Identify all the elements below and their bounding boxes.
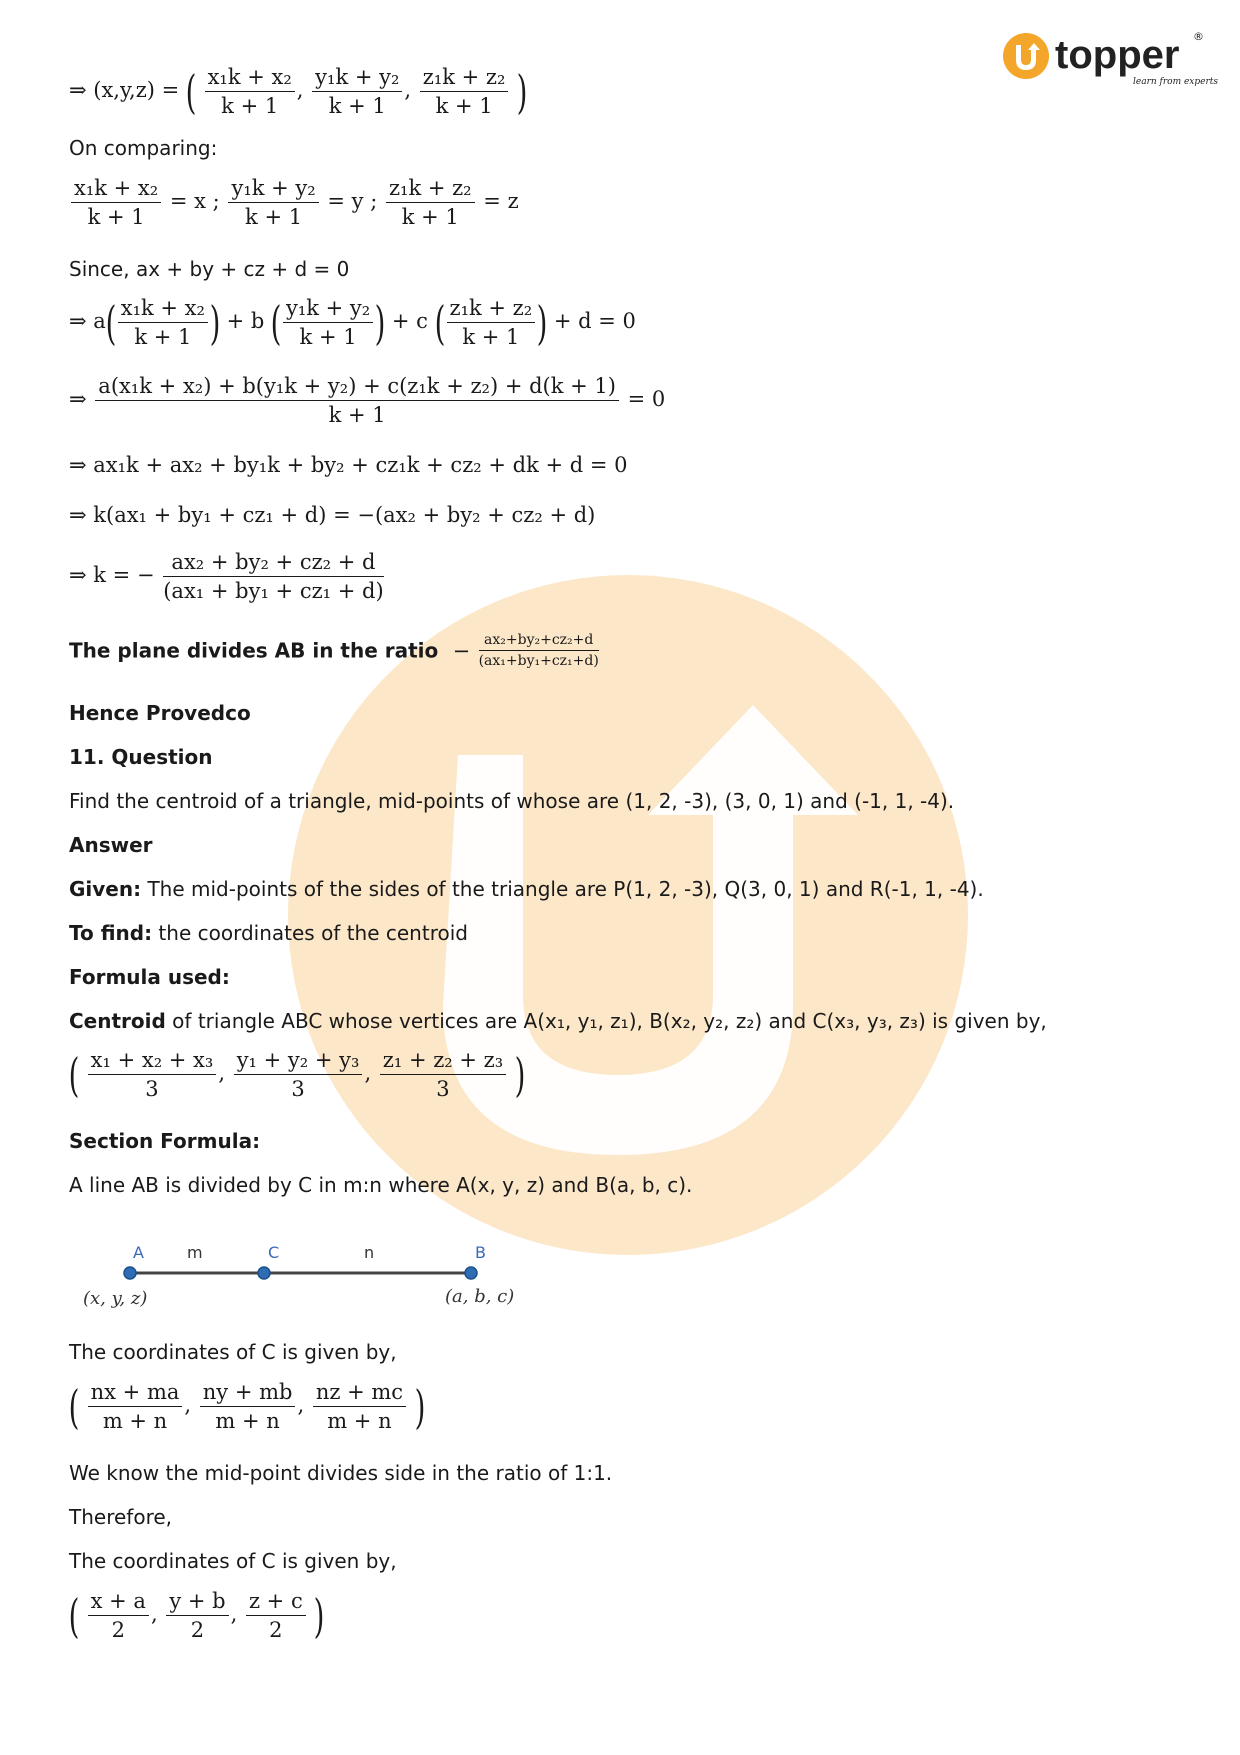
equation-substitution: ⇒ a( $\frac{\text{x₁k + x₂}}{k + 1}$ ) + b ( $\frac{\text{y₁k + y₂}}{k + 1}$ ) + c ( $\frac{\text{z₁k + z₂}}{k + 1}$ ) + d = 0: [69, 295, 636, 350]
formula-used-heading: Formula used:: [69, 965, 230, 989]
equation-factored: ⇒ k(ax₁ + by₁ + cz₁ + d) = −(ax₂ + by₂ + cz₂ + d): [69, 503, 596, 527]
label-c: C: [268, 1243, 280, 1262]
svg-text:topper: topper: [1055, 33, 1180, 77]
topper-logo: [1003, 30, 1219, 90]
equation-combined: ⇒ $\frac{\text{a(x₁k + x₂) + b(y₁k + y₂) + c(z₁k + z₂) + d(k + 1)}}{k + 1}$ = 0: [69, 374, 666, 427]
label-b: B: [475, 1243, 486, 1262]
section-formula-text: A line AB is divided by C in m:n where A(x, y, z) and B(a, b, c).: [69, 1173, 693, 1197]
since-text: Since, ax + by + cz + d = 0: [69, 257, 350, 281]
midpoint-formula: ( $\frac{x + a}{2}$ , $\frac{y + b}{2}$ , $\frac{z + c}{2}$ ): [68, 1588, 325, 1643]
section-line-diagram: [79, 1238, 529, 1318]
on-comparing-text: On comparing:: [69, 136, 218, 160]
label-n: n: [364, 1243, 375, 1262]
coord-a: (x, y, z): [83, 1288, 148, 1309]
svg-text:®: ®: [1193, 30, 1204, 43]
therefore-text: Therefore,: [69, 1505, 173, 1529]
hence-proved-text: Hence Provedco: [69, 701, 251, 725]
equation-comparing: $\frac{\text{x₁k + x₂}}{k + 1}$ = x ; $\frac{\text{y₁k + y₂}}{k + 1}$ = y ; $\frac{\text{z₁k + z₂}}{k + 1}$ = z: [69, 176, 519, 229]
answer-heading: Answer: [69, 833, 153, 857]
given-line: Given: The mid-points of the sides of the triangle are P(1, 2, -3), Q(3, 0, 1) and R(-1, 1, -4).: [69, 877, 984, 901]
question-title: 11. Question: [69, 745, 213, 769]
svg-text:learn from experts: learn from experts: [1133, 77, 1219, 87]
midpoint-ratio-text: We know the mid-point divides side in the ratio of 1:1.: [69, 1461, 613, 1485]
equation-section-point: ⇒ (x,y,z) = ( $\frac{\text{x₁k + x₂}}{k + 1}$ , $\frac{\text{y₁k + y₂}}{k + 1}$ , $\frac{\text{z₁k + z₂}}{k + 1}$ ): [69, 64, 528, 119]
coord-b: (a, b, c): [445, 1286, 515, 1307]
centroid-definition: Centroid of triangle ABC whose vertices are A(x₁, y₁, z₁), B(x₂, y₂, z₂) and C(x₃, y₃, z₃) is given by,: [69, 1009, 1047, 1033]
label-m: m: [187, 1243, 203, 1262]
question-text: Find the centroid of a triangle, mid-points of whose are (1, 2, -3), (3, 0, 1) and (-1, 1, -4).: [69, 789, 955, 813]
section-formula-heading: Section Formula:: [69, 1129, 261, 1153]
equation-expanded: ⇒ ax₁k + ax₂ + by₁k + by₂ + cz₁k + cz₂ + dk + d = 0: [69, 453, 628, 477]
coordinates-c-text: The coordinates of C is given by,: [69, 1340, 397, 1364]
centroid-formula: ( $\frac{\text{x₁ + x₂ + x₃}}{3}$ , $\frac{\text{y₁ + y₂ + y₃}}{3}$ , $\frac{\text{z₁ + z₂ + z₃}}{3}$ ): [68, 1047, 526, 1102]
coordinates-c-text-2: The coordinates of C is given by,: [69, 1549, 397, 1573]
label-a: A: [133, 1243, 144, 1262]
point-a: [124, 1267, 136, 1279]
point-b: [465, 1267, 477, 1279]
to-find-line: To find: the coordinates of the centroid: [69, 921, 468, 945]
watermark-logo: [288, 575, 968, 1255]
plane-ratio-statement: The plane divides AB in the ratio − $\frac{\text{ax₂+by₂+cz₂+d}}{\text{(ax₁+by₁+cz₁+d)}}$: [69, 632, 599, 669]
point-c: [258, 1267, 270, 1279]
section-formula-result: ( $\frac{nx + ma}{m + n}$ , $\frac{ny + mb}{m + n}$ , $\frac{nz + mc}{m + n}$ ): [68, 1379, 426, 1434]
equation-k-value: ⇒ k = − $\frac{\text{ax₂ + by₂ + cz₂ + d}}{\text{(ax₁ + by₁ + cz₁ + d)}}$: [69, 550, 384, 603]
